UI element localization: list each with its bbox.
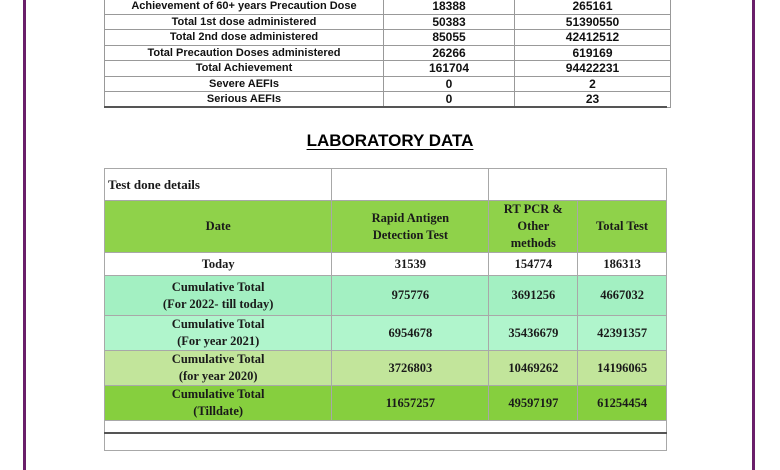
rapid-value: 3726803 (332, 351, 489, 386)
rtpcr-value: 10469262 (489, 351, 578, 386)
table-row (105, 76, 671, 92)
header-line: RT PCR & Other (503, 202, 563, 233)
today-value: 18388 (384, 0, 515, 14)
empty-cell (489, 169, 667, 201)
page-frame-right (752, 0, 755, 470)
table-bottom-border (104, 432, 667, 434)
row-label (105, 276, 332, 316)
laboratory-table (104, 168, 667, 434)
row-label (105, 351, 332, 386)
row-label: Total Precaution Doses administered (105, 45, 384, 61)
table-row (105, 45, 671, 61)
total-value: 186313 (578, 253, 667, 276)
section-heading-text: LABORATORY DATA (306, 131, 474, 150)
label-line: Cumulative Total (171, 352, 265, 366)
empty-cell (332, 169, 489, 201)
label-line: Cumulative Total (171, 387, 265, 401)
row-label: Total 1st dose administered (105, 14, 384, 30)
rtpcr-value: 3691256 (489, 276, 578, 316)
row-label: Total Achievement (105, 61, 384, 77)
table-row (105, 0, 671, 14)
rtpcr-value: 35436679 (489, 316, 578, 351)
header-line: Rapid Antigen (371, 210, 450, 225)
today-value: 0 (384, 76, 515, 92)
row-label: Serious AEFIs (105, 92, 384, 108)
header-rapid-antigen (332, 201, 489, 253)
today-value: 26266 (384, 45, 515, 61)
today-value: 85055 (384, 30, 515, 46)
header-rtpcr (489, 201, 578, 253)
today-value: 0 (384, 92, 515, 108)
header-row (105, 201, 667, 253)
rtpcr-value: 49597197 (489, 386, 578, 421)
header-line: methods (510, 236, 556, 250)
label-line: (For 2022- till today) (162, 296, 274, 311)
empty-row (105, 421, 667, 451)
total-value: 4667032 (578, 276, 667, 316)
table-bottom-border (104, 106, 667, 108)
today-value: 161704 (384, 61, 515, 77)
empty-cell (105, 421, 667, 451)
rapid-value: 975776 (332, 276, 489, 316)
table-row (105, 92, 671, 108)
table-row (105, 386, 667, 421)
table-row (105, 14, 671, 30)
rapid-value: 11657257 (332, 386, 489, 421)
header-date: Date (105, 201, 332, 253)
cumulative-value: 265161 (515, 0, 671, 14)
table-row (105, 316, 667, 351)
total-value: 42391357 (578, 316, 667, 351)
table-row (105, 61, 671, 77)
row-label: Today (105, 253, 332, 276)
label-line: Cumulative Total (171, 317, 265, 331)
total-value: 61254454 (578, 386, 667, 421)
cumulative-value: 42412512 (515, 30, 671, 46)
row-label (105, 316, 332, 351)
table-row (105, 30, 671, 46)
section-heading (0, 131, 780, 151)
header-line: Detection Test (372, 227, 449, 242)
cumulative-value: 51390550 (515, 14, 671, 30)
row-label: Achievement of 60+ years Precaution Dose (105, 0, 384, 14)
laboratory-grid (104, 168, 667, 451)
row-label (105, 386, 332, 421)
page-frame-left (23, 0, 26, 470)
label-line: (for year 2020) (178, 369, 258, 383)
rapid-value: 6954678 (332, 316, 489, 351)
rtpcr-value: 154774 (489, 253, 578, 276)
table-title: Test done details (105, 169, 332, 201)
cumulative-value: 619169 (515, 45, 671, 61)
vaccination-table (104, 0, 671, 108)
total-value: 14196065 (578, 351, 667, 386)
table-row (105, 351, 667, 386)
label-line: Cumulative Total (171, 279, 265, 294)
row-label: Total 2nd dose administered (105, 30, 384, 46)
header-total-test: Total Test (578, 201, 667, 253)
cumulative-value: 23 (515, 92, 671, 108)
label-line: (For year 2021) (177, 334, 260, 348)
row-label: Severe AEFIs (105, 76, 384, 92)
cumulative-value: 94422231 (515, 61, 671, 77)
table-row (105, 253, 667, 276)
table-row (105, 276, 667, 316)
label-line: (Tilldate) (193, 404, 244, 418)
title-row (105, 169, 667, 201)
cumulative-value: 2 (515, 76, 671, 92)
today-value: 50383 (384, 14, 515, 30)
rapid-value: 31539 (332, 253, 489, 276)
